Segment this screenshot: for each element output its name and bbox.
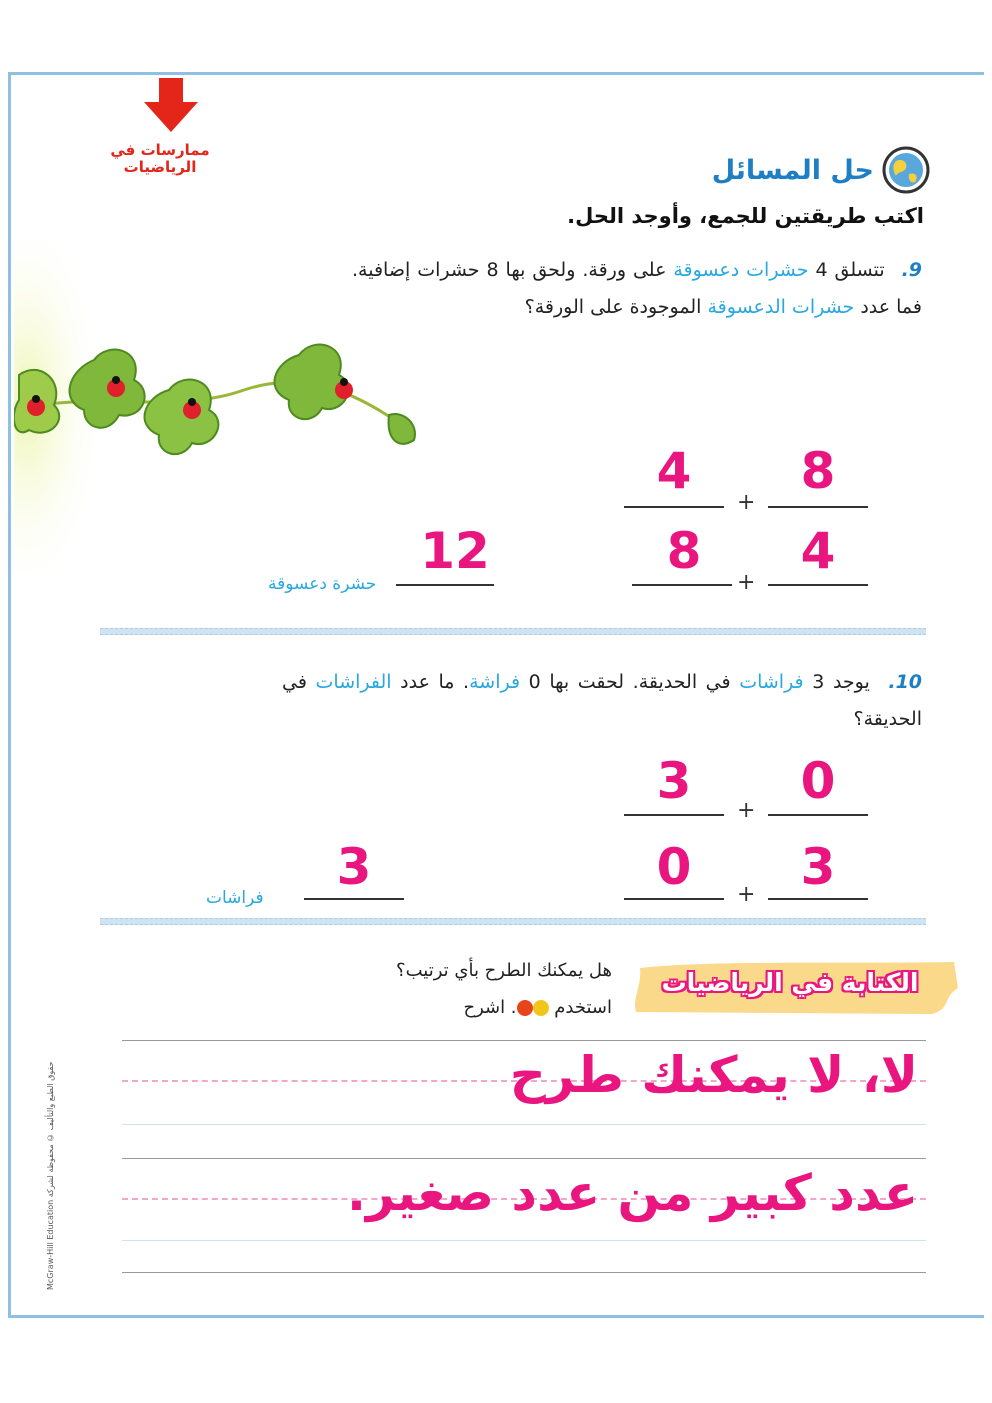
red-counter-icon xyxy=(517,1000,533,1016)
instruction-text: اكتب طريقتين للجمع، وأوجد الحل. xyxy=(567,204,924,228)
writing-line xyxy=(122,1272,926,1273)
answer-bottom-left: 8 xyxy=(666,522,702,580)
section-divider xyxy=(100,628,926,635)
answer-bottom-right: 4 xyxy=(800,522,836,580)
section-title: حل المسائل xyxy=(711,154,874,186)
plus-sign: + xyxy=(737,798,756,823)
result-unit: حشرة دعسوقة xyxy=(268,574,377,594)
copyright-credit: McGraw-Hill Education حقوق الطبع والتأليف © محفوظة لشركة xyxy=(46,1061,55,1290)
writing-question: هل يمكنك الطرح بأي ترتيب؟ استخدم . اشرح xyxy=(396,960,612,1018)
answer-line xyxy=(768,506,868,508)
answer-line xyxy=(624,814,724,816)
section-divider xyxy=(100,918,926,925)
answer-line xyxy=(632,584,732,586)
globe-icon xyxy=(882,146,930,194)
answer-top-right: 8 xyxy=(800,442,836,500)
answer-line xyxy=(768,898,868,900)
writing-line xyxy=(122,1158,926,1159)
arrow-down-icon xyxy=(142,78,200,134)
written-answer-line-1: لا، لا يمكنك طرح xyxy=(509,1046,918,1104)
written-answer-line-2: عدد كبير من عدد صغير. xyxy=(346,1164,918,1222)
yellow-counter-icon xyxy=(533,1000,549,1016)
answer-line xyxy=(768,814,868,816)
plus-sign: + xyxy=(737,490,756,515)
result-unit: فراشات xyxy=(206,888,264,908)
answer-top-left: 3 xyxy=(656,752,692,810)
plus-sign: + xyxy=(737,882,756,907)
math-practices-label: ممارسات في الرياضيات xyxy=(110,141,210,176)
section-header xyxy=(712,146,930,194)
result-value: 3 xyxy=(336,838,372,896)
plus-sign: + xyxy=(737,570,756,595)
answer-top-left: 4 xyxy=(656,442,692,500)
result-value: 12 xyxy=(420,522,490,580)
problem-number: 9. xyxy=(901,259,923,281)
problem-9-text: 9. تتسلق 4 حشرات دعسوقة على ورقة. ولحق بها 8 حشرات إضافية. فما عدد حشرات الدعسوقة الموجودة على الورقة؟ xyxy=(352,259,923,318)
problem-10-text: 10. يوجد 3 فراشات في الحديقة. لحقت بها 0 فراشة. ما عدد الفراشات في الحديقة؟ xyxy=(282,671,923,730)
result-line xyxy=(304,898,404,900)
result-line xyxy=(396,584,494,586)
answer-bottom-right: 3 xyxy=(800,838,836,896)
problem-number: 10. xyxy=(888,671,923,693)
writing-baseline xyxy=(122,1240,926,1241)
writing-line xyxy=(122,1040,926,1041)
writing-badge-title: الكتابة في الرياضيات xyxy=(661,968,919,997)
answer-line xyxy=(768,584,868,586)
answer-line xyxy=(624,898,724,900)
writing-baseline xyxy=(122,1124,926,1125)
answer-bottom-left: 0 xyxy=(656,838,692,896)
answer-top-right: 0 xyxy=(800,752,836,810)
answer-line xyxy=(624,506,724,508)
